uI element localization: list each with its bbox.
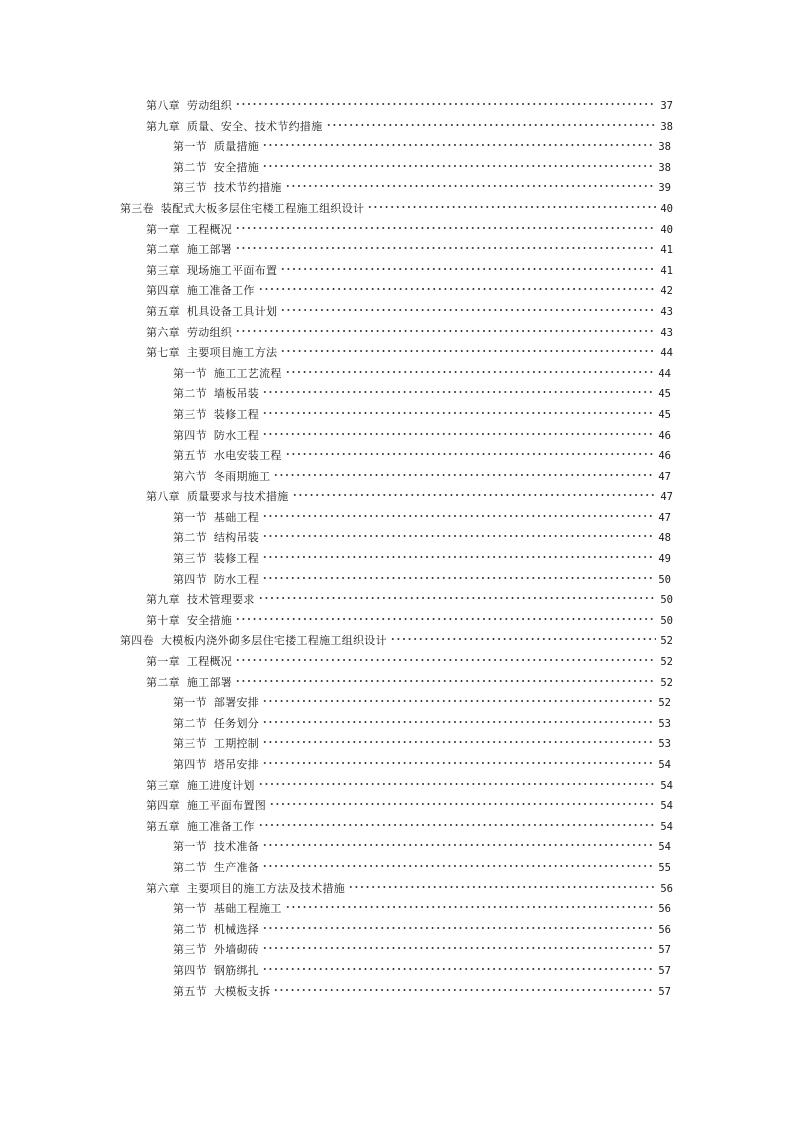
toc-entry-label (146, 323, 232, 344)
toc-entry-label (173, 734, 259, 755)
toc-dot-leader (280, 349, 656, 353)
toc-entry[interactable] (0, 302, 793, 323)
toc-entry-number: 第五章 (146, 304, 180, 318)
toc-entry-page-number: 52 (660, 635, 673, 648)
toc-entry-title: 基础工程 (213, 510, 260, 524)
toc-dot-leader (262, 164, 654, 168)
toc-entry-number: 第三节 (173, 407, 207, 421)
toc-entry-label (146, 96, 232, 117)
toc-entry-page-number: 45 (658, 388, 671, 401)
toc-entry-number: 第二章 (146, 243, 180, 257)
toc-entry-number: 第二节 (173, 716, 207, 730)
toc-entry-number: 第三章 (146, 263, 180, 277)
toc-entry[interactable] (0, 899, 793, 920)
toc-entry[interactable] (0, 467, 793, 488)
toc-entry-title: 墙板吊装 (213, 387, 260, 401)
toc-dot-leader (262, 843, 654, 847)
toc-entry-title: 防水工程 (213, 572, 260, 586)
toc-entry-page-number: 56 (660, 882, 673, 895)
toc-entry-page-number: 43 (660, 326, 673, 339)
toc-entry[interactable] (0, 446, 793, 467)
toc-entry[interactable] (0, 549, 793, 570)
toc-dot-leader (262, 926, 654, 930)
toc-entry-number: 第四节 (173, 758, 207, 771)
toc-entry-label (146, 220, 232, 241)
toc-entry-label (173, 920, 259, 941)
toc-entry-title: 技术节约措施 (213, 181, 282, 195)
toc-entry[interactable] (0, 487, 793, 508)
toc-entry-title: 防水工程 (213, 428, 260, 442)
toc-entry[interactable] (0, 611, 793, 632)
toc-entry-label (173, 693, 259, 714)
toc-entry-page-number: 54 (660, 779, 673, 792)
toc-entry-number: 第三章 (146, 778, 180, 792)
toc-entry[interactable] (0, 734, 793, 755)
toc-entry-number: 第一节 (173, 140, 207, 154)
toc-dot-leader (262, 720, 654, 724)
toc-dot-leader (326, 123, 656, 127)
toc-entry-title: 大模板支拆 (213, 984, 271, 998)
toc-entry[interactable] (0, 714, 793, 735)
toc-entry-label (173, 158, 259, 179)
toc-dot-leader (273, 988, 654, 992)
toc-entry-label (173, 570, 259, 591)
toc-entry-number: 第八章 (146, 490, 180, 504)
toc-entry-number: 第一节 (173, 696, 207, 710)
toc-entry-page-number: 45 (658, 408, 671, 421)
toc-entry-title: 生产准备 (213, 860, 260, 874)
toc-entry[interactable] (0, 982, 793, 1003)
toc-entry[interactable] (0, 673, 793, 694)
toc-dot-leader (269, 802, 656, 806)
toc-dot-leader (262, 864, 654, 868)
toc-entry[interactable] (0, 858, 793, 879)
toc-entry-title: 安全措施 (186, 613, 233, 627)
toc-entry[interactable] (0, 776, 793, 797)
toc-entry[interactable] (0, 508, 793, 529)
toc-entry-number: 第六章 (146, 881, 180, 895)
toc-entry-page-number: 46 (658, 429, 671, 442)
toc-entry-title: 主要项目施工方法 (186, 346, 278, 360)
toc-entry-number: 第六节 (173, 469, 207, 483)
toc-entry-number: 第三节 (173, 943, 207, 957)
toc-entry[interactable] (0, 755, 793, 776)
toc-dot-leader (262, 699, 654, 703)
toc-entry-label (173, 508, 259, 529)
toc-entry-page-number: 44 (660, 347, 673, 360)
toc-entry-label (146, 652, 232, 673)
toc-entry-title: 大模板内浇外砌多层住宅搂工程施工组织设计 (160, 634, 387, 648)
toc-entry-title: 任务划分 (213, 716, 260, 730)
toc-entry-title: 装配式大板多层住宅楼工程施工组织设计 (160, 201, 365, 215)
toc-entry-page-number: 47 (658, 470, 671, 483)
toc-entry-number: 第五节 (173, 449, 207, 463)
toc-entry-number: 第五章 (146, 819, 180, 833)
toc-entry-title: 劳动组织 (186, 325, 233, 339)
toc-entry-number: 第二节 (173, 387, 207, 401)
toc-entry-number: 第四章 (146, 284, 180, 298)
toc-entry-title: 技术准备 (213, 840, 260, 854)
toc-entry-page-number: 52 (660, 676, 673, 689)
toc-entry-title: 施工准备工作 (186, 819, 255, 833)
table-of-contents (0, 96, 793, 1002)
toc-dot-leader (235, 679, 656, 683)
toc-dot-leader (285, 452, 654, 456)
toc-entry-title: 水电安装工程 (213, 449, 282, 463)
toc-entry-number: 第二节 (173, 860, 207, 874)
toc-entry-page-number: 47 (660, 491, 673, 504)
toc-entry-label (146, 673, 232, 694)
toc-entry-label (173, 940, 259, 961)
toc-entry[interactable] (0, 570, 793, 591)
toc-dot-leader (262, 143, 654, 147)
toc-entry-page-number: 54 (658, 759, 671, 771)
toc-entry[interactable] (0, 343, 793, 364)
toc-entry-number: 第六章 (146, 325, 180, 339)
toc-entry[interactable] (0, 590, 793, 611)
toc-entry-title: 劳动组织 (186, 99, 233, 112)
toc-entry-page-number: 53 (658, 717, 671, 730)
toc-entry[interactable] (0, 796, 793, 817)
toc-dot-leader (262, 411, 654, 415)
toc-entry-page-number: 57 (658, 964, 671, 977)
toc-entry-number: 第五节 (173, 984, 207, 998)
toc-entry[interactable] (0, 405, 793, 426)
toc-entry-number: 第一节 (173, 840, 207, 854)
toc-entry[interactable] (0, 158, 793, 179)
toc-entry-number: 第四节 (173, 572, 207, 586)
toc-entry-label (173, 405, 259, 426)
toc-entry-number: 第九章 (146, 593, 180, 607)
toc-entry-label (173, 426, 259, 447)
toc-dot-leader (235, 102, 656, 106)
toc-entry-page-number: 38 (658, 161, 671, 174)
toc-entry-number: 第七章 (146, 346, 180, 360)
toc-dot-leader (262, 534, 654, 538)
toc-entry-page-number: 50 (660, 594, 673, 607)
toc-entry[interactable] (0, 384, 793, 405)
toc-entry[interactable] (0, 137, 793, 158)
toc-entry-page-number: 56 (658, 903, 671, 916)
toc-entry-page-number: 54 (660, 820, 673, 833)
toc-entry-number: 第一节 (173, 902, 207, 916)
toc-entry-title: 装修工程 (213, 407, 260, 421)
toc-entry[interactable] (0, 199, 793, 220)
toc-entry-title: 质量要求与技术措施 (186, 490, 289, 504)
toc-entry[interactable] (0, 220, 793, 241)
toc-entry-label (120, 199, 364, 220)
toc-entry[interactable] (0, 693, 793, 714)
toc-entry[interactable] (0, 817, 793, 838)
toc-entry-number: 第二节 (173, 922, 207, 936)
toc-entry-label (173, 837, 259, 858)
toc-entry-page-number: 57 (658, 944, 671, 957)
toc-entry-page-number: 50 (658, 573, 671, 586)
toc-entry-title: 工程概况 (186, 655, 233, 669)
toc-entry-page-number: 52 (660, 656, 673, 669)
toc-dot-leader (280, 267, 656, 271)
toc-entry[interactable] (0, 837, 793, 858)
toc-entry-page-number: 41 (660, 264, 673, 277)
toc-entry-label (173, 137, 259, 158)
toc-entry-page-number: 48 (658, 532, 671, 545)
toc-entry[interactable] (0, 940, 793, 961)
toc-entry[interactable] (0, 117, 793, 138)
toc-entry-label (146, 117, 323, 138)
toc-entry-title: 外墙砌砖 (213, 943, 260, 957)
toc-entry-title: 质量、安全、技术节约措施 (186, 119, 323, 133)
toc-dot-leader (262, 761, 654, 765)
toc-dot-leader (258, 596, 656, 600)
toc-entry-number: 第三节 (173, 181, 207, 195)
toc-entry[interactable] (0, 961, 793, 982)
toc-entry-label (146, 261, 277, 282)
toc-entry-label (146, 879, 345, 900)
toc-dot-leader (262, 740, 654, 744)
toc-entry-label (173, 178, 282, 199)
toc-dot-leader (273, 473, 654, 477)
toc-entry-page-number: 41 (660, 244, 673, 257)
toc-entry-number: 第三节 (173, 737, 207, 751)
toc-entry-title: 基础工程施工 (213, 902, 282, 916)
toc-entry-page-number: 55 (658, 861, 671, 874)
toc-entry-title: 装修工程 (213, 552, 260, 566)
toc-entry-title: 现场施工平面布置 (186, 263, 278, 277)
toc-entry-label (146, 240, 232, 261)
toc-entry-page-number: 52 (658, 697, 671, 710)
toc-entry-title: 工程概况 (186, 222, 233, 236)
toc-dot-leader (262, 555, 654, 559)
toc-entry-page-number: 40 (660, 223, 673, 236)
toc-dot-leader (262, 390, 654, 394)
toc-entry-title: 机具设备工具计划 (186, 304, 278, 318)
toc-entry[interactable] (0, 528, 793, 549)
toc-entry-page-number: 46 (658, 450, 671, 463)
toc-entry-label (173, 899, 282, 920)
toc-entry-label (173, 364, 282, 385)
toc-entry-label (146, 281, 255, 302)
toc-dot-leader (262, 946, 654, 950)
toc-entry-title: 施工平面布置图 (186, 799, 267, 813)
toc-dot-leader (367, 205, 656, 209)
toc-entry-label (146, 590, 255, 611)
toc-entry-label (173, 755, 259, 776)
toc-dot-leader (285, 905, 654, 909)
toc-entry-label (146, 796, 266, 817)
toc-entry-title: 机械选择 (213, 922, 260, 936)
toc-dot-leader (390, 637, 656, 641)
toc-entry-title: 施工工艺流程 (213, 366, 282, 380)
toc-entry-title: 技术管理要求 (186, 593, 255, 607)
toc-entry-label (173, 467, 270, 488)
toc-entry-page-number: 42 (660, 285, 673, 298)
toc-entry-title: 施工部署 (186, 243, 233, 257)
toc-entry-number: 第二节 (173, 531, 207, 545)
toc-entry[interactable] (0, 652, 793, 673)
toc-entry-number: 第一章 (146, 655, 180, 669)
toc-entry-label (173, 446, 282, 467)
toc-entry-label (146, 487, 289, 508)
toc-entry-number: 第八章 (146, 99, 180, 112)
toc-entry-number: 第四节 (173, 428, 207, 442)
toc-entry-page-number: 57 (658, 985, 671, 998)
toc-entry[interactable] (0, 879, 793, 900)
toc-dot-leader (235, 658, 656, 662)
toc-entry-label (146, 302, 277, 323)
toc-entry-label (146, 611, 232, 632)
toc-dot-leader (235, 226, 656, 230)
toc-entry-page-number: 37 (660, 100, 673, 112)
toc-entry-number: 第二节 (173, 160, 207, 174)
toc-entry-number: 第四卷 (120, 634, 154, 648)
toc-entry[interactable] (0, 631, 793, 652)
toc-dot-leader (292, 493, 656, 497)
toc-entry-number: 第十章 (146, 613, 180, 627)
toc-dot-leader (258, 782, 656, 786)
toc-entry-label (173, 858, 259, 879)
toc-entry-number: 第四章 (146, 799, 180, 813)
toc-entry-label (173, 384, 259, 405)
toc-entry-page-number: 38 (660, 120, 673, 133)
toc-entry-label (146, 776, 255, 797)
toc-entry-number: 第一章 (146, 222, 180, 236)
toc-entry-label (173, 549, 259, 570)
toc-entry-title: 施工准备工作 (186, 284, 255, 298)
toc-entry-page-number: 53 (658, 738, 671, 751)
toc-entry-page-number: 54 (660, 800, 673, 813)
toc-entry[interactable] (0, 240, 793, 261)
toc-entry-label (173, 961, 259, 982)
toc-dot-leader (258, 287, 656, 291)
toc-dot-leader (285, 370, 654, 374)
toc-entry-title: 部署安排 (213, 696, 260, 710)
toc-entry-title: 施工进度计划 (186, 778, 255, 792)
toc-entry[interactable] (0, 920, 793, 941)
toc-entry-number: 第四节 (173, 963, 207, 977)
toc-dot-leader (235, 329, 656, 333)
toc-entry-label (173, 714, 259, 735)
toc-entry[interactable] (0, 261, 793, 282)
toc-entry-page-number: 56 (658, 923, 671, 936)
toc-entry[interactable] (0, 96, 793, 117)
toc-entry-number: 第九章 (146, 119, 180, 133)
toc-entry-label (120, 631, 387, 652)
toc-dot-leader (285, 184, 654, 188)
toc-entry-title: 施工部署 (186, 675, 233, 689)
toc-dot-leader (258, 823, 656, 827)
toc-entry-title: 结构吊装 (213, 531, 260, 545)
toc-entry-page-number: 47 (658, 511, 671, 524)
toc-dot-leader (262, 967, 654, 971)
toc-entry-page-number: 43 (660, 305, 673, 318)
toc-entry[interactable] (0, 323, 793, 344)
toc-dot-leader (262, 576, 654, 580)
toc-entry-title: 钢筋绑扎 (213, 963, 260, 977)
toc-entry-label (173, 528, 259, 549)
toc-entry-title: 安全措施 (213, 160, 260, 174)
toc-entry[interactable] (0, 364, 793, 385)
toc-entry-label (146, 817, 255, 838)
toc-entry-label (173, 982, 270, 1003)
toc-entry-title: 质量措施 (213, 140, 260, 154)
toc-entry-title: 主要项目的施工方法及技术措施 (186, 881, 346, 895)
toc-entry-page-number: 39 (658, 182, 671, 195)
toc-dot-leader (348, 885, 656, 889)
toc-entry[interactable] (0, 426, 793, 447)
toc-entry-page-number: 38 (658, 141, 671, 154)
toc-entry-number: 第二章 (146, 675, 180, 689)
toc-entry-title: 冬雨期施工 (213, 469, 271, 483)
toc-dot-leader (262, 432, 654, 436)
toc-entry-number: 第一节 (173, 510, 207, 524)
toc-entry-number: 第一节 (173, 366, 207, 380)
toc-entry-page-number: 44 (658, 367, 671, 380)
toc-entry-page-number: 40 (660, 202, 673, 215)
toc-entry-page-number: 54 (658, 841, 671, 854)
toc-entry[interactable] (0, 281, 793, 302)
toc-dot-leader (280, 308, 656, 312)
toc-dot-leader (235, 617, 656, 621)
toc-entry-title: 塔吊安排 (213, 758, 260, 771)
toc-dot-leader (235, 246, 656, 250)
toc-entry-page-number: 50 (660, 614, 673, 627)
toc-entry-page-number: 49 (658, 553, 671, 566)
toc-entry-number: 第三卷 (120, 201, 154, 215)
toc-entry-number: 第三节 (173, 552, 207, 566)
toc-entry-label (146, 343, 277, 364)
toc-entry-title: 工期控制 (213, 737, 260, 751)
toc-dot-leader (262, 514, 654, 518)
toc-entry[interactable] (0, 178, 793, 199)
